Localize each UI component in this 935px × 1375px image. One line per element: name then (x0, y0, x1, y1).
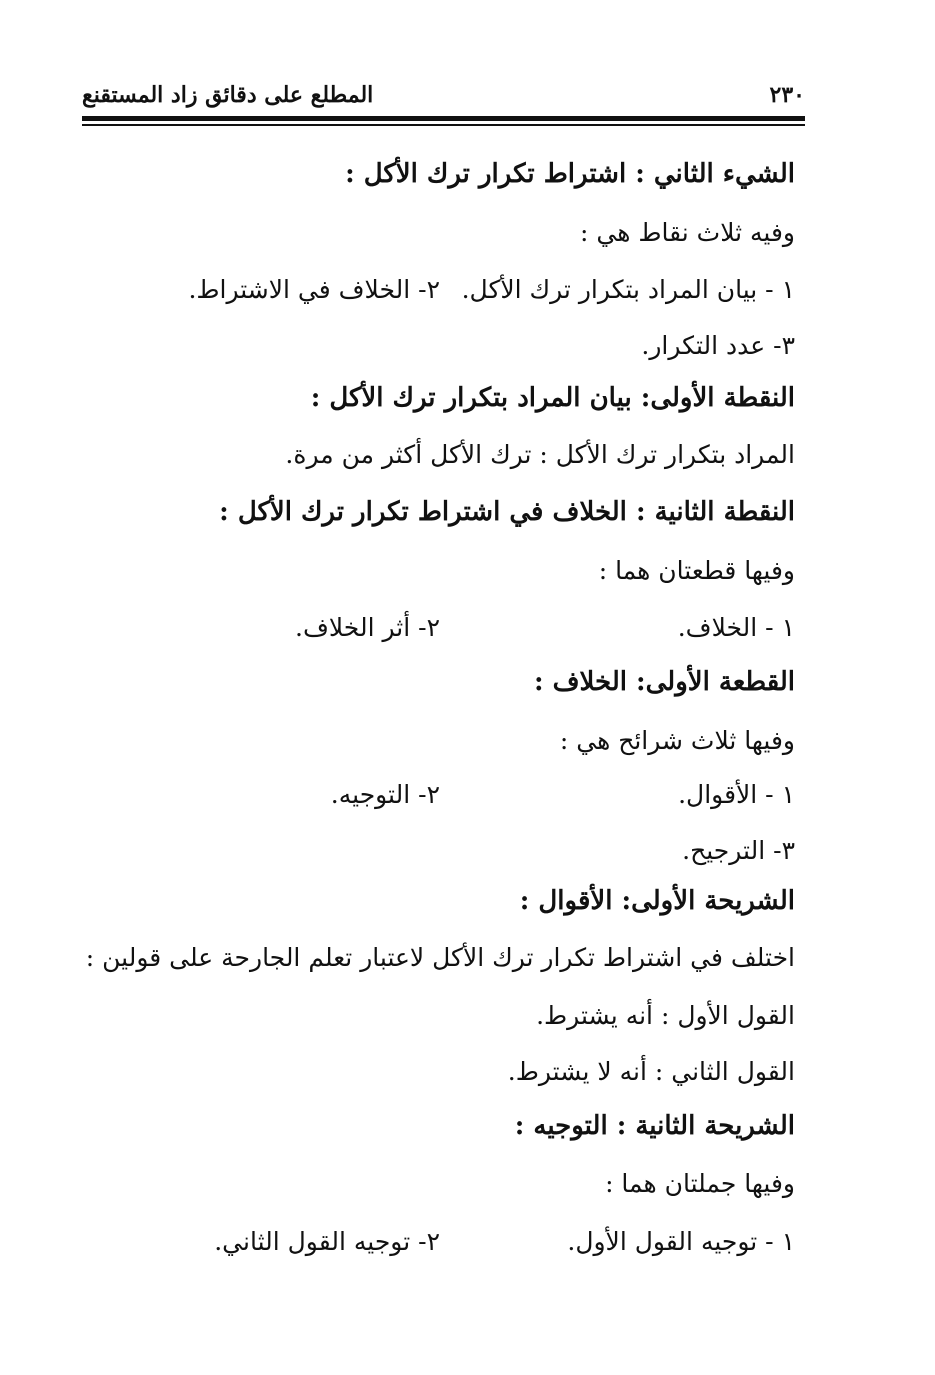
list-item: ٢- توجيه القول الثاني. (214, 1227, 440, 1256)
paragraph: اختلف في اشتراط تكرار ترك الأكل لاعتبار تعلم الجارحة على قولين : (85, 943, 795, 972)
list-item: ٢- الخلاف في الاشتراط. (188, 275, 440, 304)
paragraph: وفيها جملتان هما : (605, 1169, 795, 1198)
running-title: المطلع على دقائق زاد المستقنع (82, 82, 374, 108)
paragraph: القول الثاني : أنه لا يشترط. (507, 1057, 795, 1086)
list-pair (195, 777, 795, 813)
paragraph: وفيه ثلاث نقاط هي : (580, 218, 795, 247)
list-pair (195, 1224, 795, 1260)
subsection-heading: القطعة الأولى: الخلاف : (533, 667, 795, 697)
subsection-heading: الشريحة الأولى: الأقوال : (519, 886, 795, 916)
header-rule-thick (82, 116, 805, 121)
section-heading: الشيء الثاني : اشتراط تكرار ترك الأكل : (345, 159, 795, 189)
paragraph: وفيها ثلاث شرائح هي : (559, 726, 795, 755)
page-number: ٢٣٠ (769, 82, 805, 108)
subsection-heading: النقطة الثانية : الخلاف في اشتراط تكرار ترك الأكل : (219, 497, 795, 527)
list-item: ٣- عدد التكرار. (641, 331, 795, 360)
paragraph: المراد بتكرار ترك الأكل : ترك الأكل أكثر من مرة. (285, 440, 795, 469)
header-rule-thin (82, 124, 805, 126)
list-item: ١ - الأقوال. (678, 780, 795, 809)
list-item: ١ - الخلاف. (677, 613, 795, 642)
page-header (82, 82, 805, 112)
list-item: ٣- الترجيح. (682, 836, 795, 865)
subsection-heading: الشريحة الثانية : التوجيه : (514, 1111, 795, 1141)
list-item: ١ - بيان المراد بتكرار ترك الأكل. (461, 275, 795, 304)
list-item: ١ - توجيه القول الأول. (567, 1227, 795, 1256)
list-pair (195, 610, 795, 646)
list-item: ٢- التوجيه. (330, 780, 440, 809)
paragraph: وفيها قطعتان هما : (598, 556, 795, 585)
subsection-heading: النقطة الأولى: بيان المراد بتكرار ترك الأكل : (310, 383, 795, 413)
list-pair (188, 272, 795, 308)
list-item: ٢- أثر الخلاف. (295, 613, 440, 642)
paragraph: القول الأول : أنه يشترط. (536, 1001, 795, 1030)
